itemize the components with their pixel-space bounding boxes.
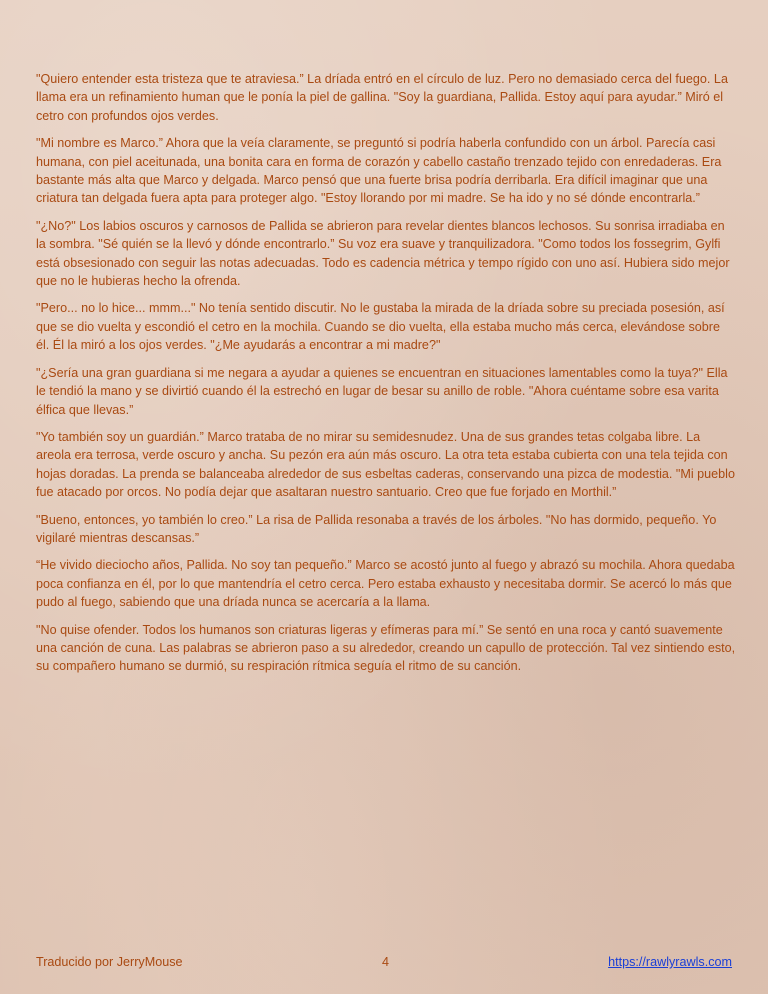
paragraph-8: “He vivido dieciocho años, Pallida. No soy tan pequeño.” Marco se acostó junto al fuego y abrazó su mochila. Ahora quedaba poca confianza en él, por lo que mantendría el cetro cerca. Pero estaba exhausto y necesitaba dormir. Se acercó lo más que pudo al fuego, sabiendo que una dríada nunca se acercaría a la llama. — [36, 558, 735, 610]
paragraph-1: "Quiero entender esta tristeza que te atraviesa.” La dríada entró en el círculo de luz. Pero no demasiado cerca del fuego. La llama era un refinamiento human que le ponía la piel de gallina. "Soy la guardiana, Pallida. Estoy aquí para ayudar.” Miró el cetro con profundos ojos verdes. — [36, 72, 728, 123]
page-number: 4 — [382, 955, 390, 969]
paragraph-5: "¿Sería una gran guardiana si me negara a ayudar a quienes se encuentran en situaciones lamentables como la tuya?" Ella le tendió la mano y se divirtió cuando él la estrechó en lugar de besar su anillo de roble. "Ahora cuéntame sobre esa varita élfica que llevas.” — [36, 365, 728, 417]
translator-credit: Traducido por JerryMouse — [36, 955, 183, 969]
website-link[interactable]: https://rawlyrawls.com — [608, 955, 732, 969]
paragraph-3: "¿No?" Los labios oscuros y carnosos de Pallida se abrieron para revelar dientes blancos lechosos. Su sonrisa irradiaba en la sombra. "Sé quién se la llevó y dónde encontrarlo.” Su voz era suave y tranquilizadora. "Como todos los fossegrim, Gylfi está obsesionado con seguir las notas adecuadas. Todo es cadencia métrica y tempo rígido con uno así. Hubiera sido mejor que no le hubieras hecho la ofrenda. — [36, 218, 730, 289]
paragraph-9: "No quise ofender. Todos los humanos son criaturas ligeras y efímeras para mí.” Se sentó en una roca y cantó suavemente una canción de cuna. Las palabras se abrieron paso a su alrededor, creando un capullo de protección. Tal vez sintiendo esto, su compañero humano se durmió, su respiración rítmica seguía el ritmo de su canción. — [36, 622, 736, 674]
paragraph-7: "Bueno, entonces, yo también lo creo.” La risa de Pallida resonaba a través de los árboles. "No has dormido, pequeño. Yo vigilaré mientras descansas.” — [36, 512, 717, 545]
page-footer — [36, 953, 732, 971]
paragraph-2: "Mi nombre es Marco.” Ahora que la veía claramente, se preguntó si podría haberla confundido con un árbol. Parecía casi humana, con piel aceitunada, una bonita cara en forma de corazón y cabello castaño trenzado tejido con enredaderas. Era bastante más alta que Marco y delgada. Marco pensó que una fuerte brisa podría derribarla. Era difícil imaginar que una criatura tan delgada fuera apta para proteger algo. "Estoy llorando por mi madre. Se ha ido y no sé dónde encontrarla.” — [36, 136, 722, 206]
page-body — [36, 70, 736, 685]
paragraph-4: "Pero... no lo hice... mmm..." No tenía sentido discutir. No le gustaba la mirada de la dríada sobre su preciada posesión, así que se dio vuelta y escondió el cetro en la mochila. Cuando se dio vuelta, ella estaba mucho más cerca, elevándose sobre él. Él la miró a los ojos verdes. "¿Me ayudarás a encontrar a mi madre?" — [36, 301, 725, 353]
paragraph-6: "Yo también soy un guardián.” Marco trataba de no mirar su semidesnudez. Una de sus grandes tetas colgaba libre. La areola era terrosa, verde oscuro y ancha. Su pezón era aún más oscuro. La otra teta estaba cubierta con una tela tejida con hojas doradas. La prenda se balanceaba alrededor de sus esbeltas caderas, conservando una pizca de modestia. "Mi pueblo fue atacado por orcos. No podía dejar que asaltaran nuestro santuario. Creo que fue forjado en Morthil.” — [36, 429, 735, 500]
